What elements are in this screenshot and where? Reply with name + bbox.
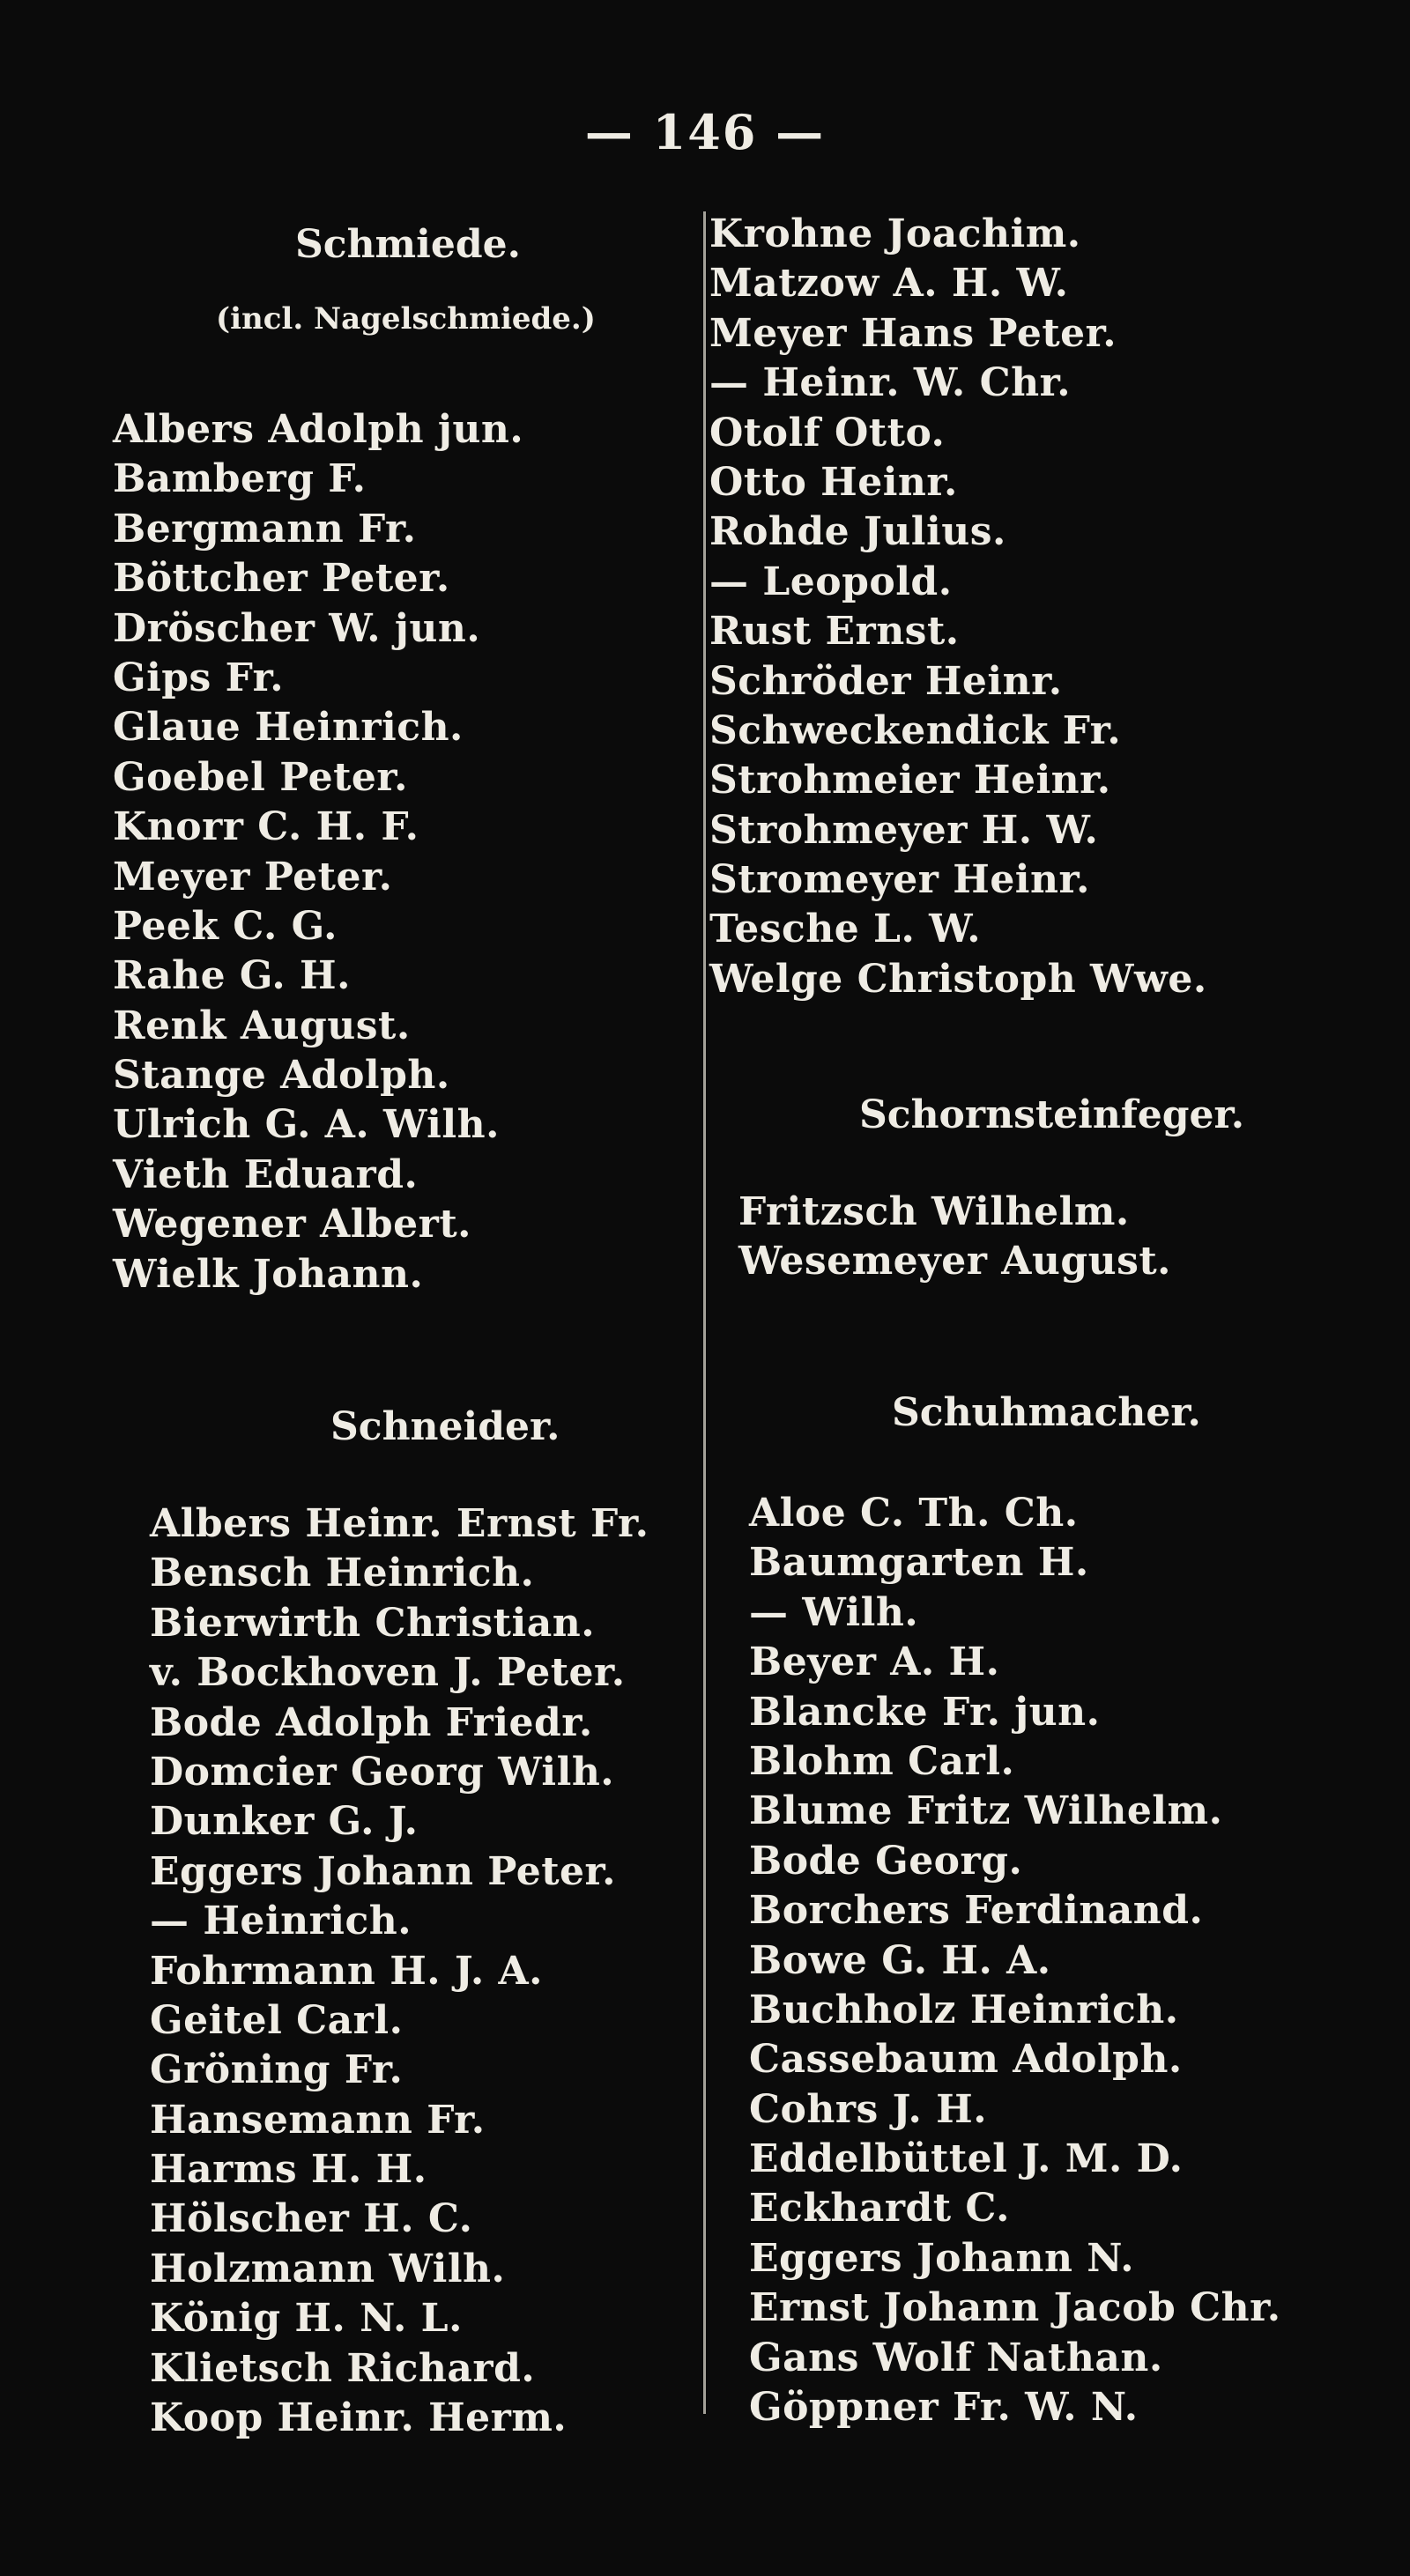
directory-entry: Tesche L. W. [709,907,982,952]
directory-entry: — Heinr. W. Chr. [709,360,1072,406]
directory-entry: Bierwirth Christian. [150,1600,596,1646]
schornsteinfeger-list [738,1188,1171,1287]
directory-entry: Borchers Ferdinand. [749,1888,1204,1934]
directory-entry: Bergmann Fr. [113,506,417,551]
directory-entry: Meyer Peter. [113,854,393,899]
directory-entry: Holzmann Wilh. [150,2246,506,2291]
schuhmacher-list [749,1489,1281,2432]
directory-entry: Strohmeier Heinr. [709,758,1111,803]
directory-entry: Hansemann Fr. [150,2097,486,2143]
section-title-schornsteinfeger: Schornsteinfeger. [859,1092,1245,1137]
directory-entry: Albers Heinr. Ernst Fr. [150,1501,649,1546]
directory-entry: Böttcher Peter. [113,556,450,602]
directory-entry: Geitel Carl. [150,1997,404,2043]
directory-entry: Gips Fr. [113,655,285,700]
directory-entry: Baumgarten H. [749,1540,1089,1586]
directory-entry: Blume Fritz Wilhelm. [749,1788,1223,1834]
directory-entry: Domcier Georg Wilh. [150,1749,615,1795]
schneider-list [150,1499,649,2443]
directory-entry: Schweckendick Fr. [709,707,1122,753]
page-number: — 146 — [584,104,826,160]
directory-entry: Koop Heinr. Herm. [150,2395,568,2441]
section-subtitle-schmiede: (incl. Nagelschmiede.) [216,301,596,337]
directory-entry: Albers Adolph jun. [113,407,524,452]
directory-entry: Welge Christoph Wwe. [709,956,1207,1002]
directory-entry: Gans Wolf Nathan. [749,2335,1163,2380]
directory-entry: Renk August. [113,1003,411,1048]
directory-entry: Ernst Johann Jacob Chr. [749,2285,1281,2331]
directory-entry: — Heinrich. [150,1899,412,1944]
directory-entry: Goebel Peter. [113,754,408,800]
directory-entry: Harms H. H. [150,2147,427,2193]
directory-entry: Strohmeyer H. W. [709,807,1099,853]
directory-entry: Blohm Carl. [749,1738,1015,1784]
directory-entry: Göppner Fr. W. N. [749,2385,1139,2431]
directory-entry: Bowe G. H. A. [749,1937,1051,1983]
directory-entry: Cohrs J. H. [749,2086,988,2132]
directory-entry: Knorr C. H. F. [113,804,419,850]
schmiede-list [113,405,523,1299]
section-title-schneider: Schneider. [330,1404,560,1449]
directory-entry: Wesemeyer August. [738,1239,1171,1284]
directory-entry: Dröscher W. jun. [113,605,481,651]
directory-entry: Schröder Heinr. [709,658,1063,704]
directory-entry: Vieth Eduard. [113,1151,419,1197]
directory-entry: Buchholz Heinrich. [749,1987,1179,2032]
directory-entry: Eckhardt C. [749,2186,1010,2232]
directory-entry: Cassebaum Adolph. [749,2037,1183,2083]
directory-entry: Beyer A. H. [749,1640,1000,1685]
directory-entry: Stromeyer Heinr. [709,857,1090,903]
directory-entry: — Wilh. [749,1589,919,1635]
directory-entry: Rahe G. H. [113,953,351,999]
directory-entry: Peek C. G. [113,903,338,949]
directory-entry: König H. N. L. [150,2296,463,2342]
directory-entry: Wielk Johann. [113,1251,424,1297]
directory-entry: Bensch Heinrich. [150,1551,535,1596]
directory-entry: Klietsch Richard. [150,2345,536,2391]
section-title-schuhmacher: Schuhmacher. [892,1390,1201,1435]
directory-entry: Eddelbüttel J. M. D. [749,2136,1184,2182]
directory-entry: — Leopold. [709,559,953,604]
directory-entry: Eggers Johann N. [749,2235,1135,2281]
directory-entry: Rohde Julius. [709,509,1006,555]
directory-entry: Rust Ernst. [709,609,960,655]
directory-entry: Bode Adolph Friedr. [150,1699,593,1745]
directory-entry: Eggers Johann Peter. [150,1848,616,1894]
directory-entry: Aloe C. Th. Ch. [749,1491,1079,1536]
directory-entry: Glaue Heinrich. [113,705,464,751]
directory-entry: Meyer Hans Peter. [709,310,1117,356]
directory-entry: Otto Heinr. [709,459,958,505]
continued-list [709,210,1207,1004]
section-title-schmiede: Schmiede. [295,222,521,267]
directory-entry: Gröning Fr. [150,2047,404,2093]
directory-entry: Krohne Joachim. [709,211,1081,256]
directory-entry: Hölscher H. C. [150,2196,473,2242]
directory-entry: Fohrmann H. J. A. [150,1948,543,1994]
directory-entry: v. Bockhoven J. Peter. [150,1650,626,1696]
directory-entry: Fritzsch Wilhelm. [738,1189,1130,1234]
directory-entry: Dunker G. J. [150,1799,419,1845]
directory-entry: Matzow A. H. W. [709,261,1069,307]
directory-entry: Otolf Otto. [709,410,946,455]
directory-entry: Wegener Albert. [113,1202,472,1247]
directory-entry: Bamberg F. [113,456,367,502]
directory-entry: Bode Georg. [749,1838,1023,1884]
column-divider [703,211,706,2414]
directory-entry: Stange Adolph. [113,1053,450,1099]
directory-entry: Ulrich G. A. Wilh. [113,1102,500,1148]
directory-entry: Blancke Fr. jun. [749,1689,1101,1735]
